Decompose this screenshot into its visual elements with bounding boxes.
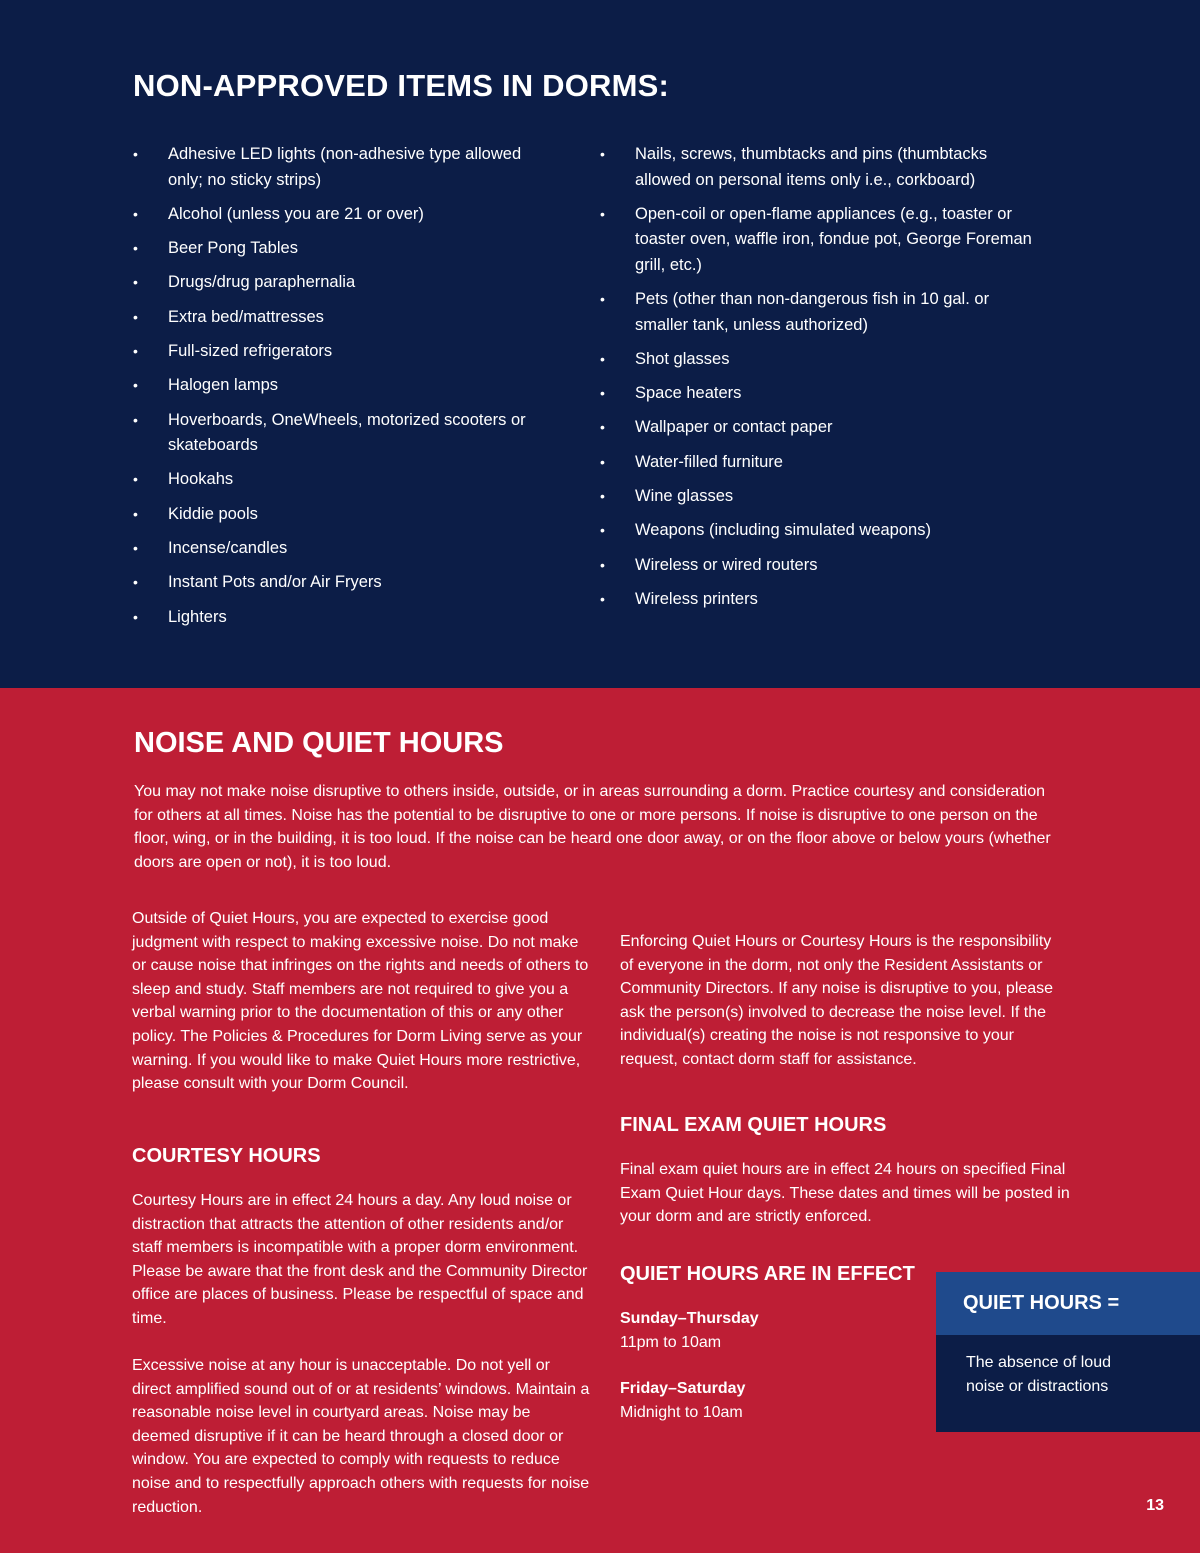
item-text: Instant Pots and/or Air Fryers bbox=[168, 573, 382, 592]
list-item bbox=[600, 518, 1040, 544]
bullet-icon: • bbox=[133, 308, 138, 325]
list-item bbox=[133, 570, 553, 596]
schedule-time: 11pm to 10am bbox=[620, 1333, 722, 1351]
list-item bbox=[600, 415, 1040, 441]
items-list-left bbox=[133, 142, 553, 639]
list-item bbox=[600, 484, 1040, 510]
bullet-icon: • bbox=[600, 419, 605, 436]
list-item bbox=[600, 287, 1040, 338]
item-text: Lighters bbox=[168, 607, 227, 626]
courtesy-hours-heading: COURTESY HOURS bbox=[132, 1145, 321, 1167]
item-text: Full-sized refrigerators bbox=[168, 341, 333, 360]
item-text: Halogen lamps bbox=[168, 376, 279, 395]
bullet-icon: • bbox=[600, 522, 605, 539]
item-text: Water-filled furniture bbox=[635, 452, 783, 471]
item-text: Wallpaper or contact paper bbox=[635, 418, 833, 437]
section-title: NON-APPROVED ITEMS IN DORMS: bbox=[133, 68, 670, 103]
schedule-item bbox=[620, 1307, 759, 1354]
item-text: Beer Pong Tables bbox=[168, 239, 298, 258]
list-item bbox=[133, 202, 553, 228]
schedule-item bbox=[620, 1377, 745, 1424]
list-item bbox=[133, 142, 553, 193]
list-item bbox=[600, 347, 1040, 373]
page-number: 13 bbox=[1146, 1497, 1164, 1514]
item-text: Wireless or wired routers bbox=[635, 555, 818, 574]
item-text: Adhesive LED lights (non-adhesive type allowed only; no sticky strips) bbox=[168, 145, 522, 189]
list-item bbox=[600, 142, 1040, 193]
bullet-icon: • bbox=[600, 590, 605, 607]
list-item bbox=[133, 270, 553, 296]
item-text: Open-coil or open-flame appliances (e.g., toaster or toaster oven, waffle iron, fondue pot, George Foreman grill, etc.) bbox=[635, 204, 1032, 274]
list-item bbox=[133, 339, 553, 365]
list-item bbox=[600, 553, 1040, 579]
items-list-right bbox=[600, 142, 1040, 621]
noise-title: NOISE AND QUIET HOURS bbox=[134, 727, 504, 759]
excessive-noise-text: Excessive noise at any hour is unacceptable. Do not yell or direct amplified sound out of or at residents’ windows. Maintain a reasonable noise level in courtyard areas. Noise may be deemed disruptive if it can be heard through a closed door or window. You are expected to comply with requests to reduce noise and to respectfully approach others with requests for noise reduction. bbox=[132, 1357, 590, 1516]
list-item bbox=[133, 373, 553, 399]
list-item bbox=[600, 450, 1040, 476]
item-text: Extra bed/mattresses bbox=[168, 307, 324, 326]
callout-title: QUIET HOURS = bbox=[936, 1272, 1200, 1335]
item-text: Incense/candles bbox=[168, 538, 288, 557]
list-item bbox=[600, 381, 1040, 407]
bullet-icon: • bbox=[600, 205, 605, 222]
courtesy-hours-text: Courtesy Hours are in effect 24 hours a day. Any loud noise or distraction that attracts the attention of other residents and/or staff members is incompatible with a proper dorm environment. Please be aware that the front desk and the Community Director office are places of business. Please be respectful of space and time. bbox=[132, 1192, 588, 1327]
bullet-icon: • bbox=[600, 385, 605, 402]
bullet-icon: • bbox=[133, 411, 138, 428]
item-text: Wireless printers bbox=[635, 589, 758, 608]
bullet-icon: • bbox=[600, 453, 605, 470]
list-item bbox=[133, 236, 553, 262]
bullet-icon: • bbox=[600, 291, 605, 308]
item-text: Alcohol (unless you are 21 or over) bbox=[168, 204, 424, 223]
item-text: Hookahs bbox=[168, 470, 234, 489]
bullet-icon: • bbox=[133, 574, 138, 591]
quiet-hours-effect-heading: QUIET HOURS ARE IN EFFECT bbox=[620, 1263, 915, 1285]
quiet-hours-callout bbox=[936, 1272, 1200, 1432]
schedule-days: Sunday–Thursday bbox=[620, 1310, 759, 1327]
final-exam-heading: FINAL EXAM QUIET HOURS bbox=[620, 1114, 887, 1136]
bullet-icon: • bbox=[133, 608, 138, 625]
list-item bbox=[133, 502, 553, 528]
item-text: Shot glasses bbox=[635, 349, 730, 368]
schedule-time: Midnight to 10am bbox=[620, 1403, 743, 1421]
list-item bbox=[133, 305, 553, 331]
bullet-icon: • bbox=[600, 350, 605, 367]
bullet-icon: • bbox=[133, 471, 138, 488]
bullet-icon: • bbox=[133, 539, 138, 556]
outside-quiet-hours-text: Outside of Quiet Hours, you are expected to exercise good judgment with respect to making excessive noise. Do not make or cause noise that infringes on the rights and needs of others to sleep and study. Staff members are not required to give you a verbal warning prior to the documentation of this or any other policy. The Policies & Procedures for Dorm Living serve as your warning. If you would like to make Quiet Hours more restrictive, please consult with your Dorm Council. bbox=[132, 910, 589, 1093]
bullet-icon: • bbox=[133, 342, 138, 359]
bullet-icon: • bbox=[133, 505, 138, 522]
item-text: Wine glasses bbox=[635, 487, 734, 506]
list-item bbox=[600, 202, 1040, 279]
item-text: Hoverboards, OneWheels, motorized scooters or skateboards bbox=[168, 410, 526, 455]
bullet-icon: • bbox=[600, 146, 605, 162]
bullet-icon: • bbox=[133, 205, 138, 222]
bullet-icon: • bbox=[600, 488, 605, 505]
item-text: Nails, screws, thumbtacks and pins (thumbtacks allowed on personal items only i.e., corkboard) bbox=[635, 145, 988, 189]
callout-text-content: The absence of loud noise or distractions bbox=[966, 1354, 1111, 1395]
bullet-icon: • bbox=[133, 240, 138, 257]
bullet-icon: • bbox=[133, 377, 138, 394]
item-text: Pets (other than non-dangerous fish in 10 gal. or smaller tank, unless authorized) bbox=[635, 290, 990, 334]
item-text: Drugs/drug paraphernalia bbox=[168, 273, 356, 292]
list-item bbox=[133, 536, 553, 562]
item-text: Kiddie pools bbox=[168, 504, 258, 523]
item-text: Weapons (including simulated weapons) bbox=[635, 521, 931, 540]
callout-text bbox=[936, 1335, 1200, 1432]
list-item bbox=[133, 605, 553, 631]
bullet-icon: • bbox=[133, 146, 138, 162]
item-text: Space heaters bbox=[635, 384, 742, 403]
list-item bbox=[600, 587, 1040, 613]
noise-intro: You may not make noise disruptive to others inside, outside, or in areas surrounding a dorm. Practice courtesy and consideration for others at all times. Noise has the potential to be disruptive to one or more persons. If noise is disruptive to one person on the floor, wing, or in the building, it is too loud. If the noise can be heard one door away, or on the floor above or below yours (whether doors are open or not), it is too loud. bbox=[134, 783, 1051, 871]
schedule-days: Friday–Saturday bbox=[620, 1380, 746, 1397]
enforcing-text: Enforcing Quiet Hours or Courtesy Hours is the responsibility of everyone in the dorm, not only the Resident Assistants or Community Directors. If any noise is disruptive to you, please ask the person(s) involved to decrease the noise level. If the individual(s) creating the noise is not responsive to your request, contact dorm staff for assistance. bbox=[620, 933, 1054, 1068]
list-item bbox=[133, 408, 553, 459]
bullet-icon: • bbox=[600, 556, 605, 573]
list-item bbox=[133, 467, 553, 493]
final-exam-text: Final exam quiet hours are in effect 24 hours on specified Final Exam Quiet Hour days. These dates and times will be posted in your dorm and are strictly enforced. bbox=[620, 1161, 1070, 1226]
non-approved-section bbox=[0, 0, 1200, 688]
bullet-icon: • bbox=[133, 274, 138, 291]
